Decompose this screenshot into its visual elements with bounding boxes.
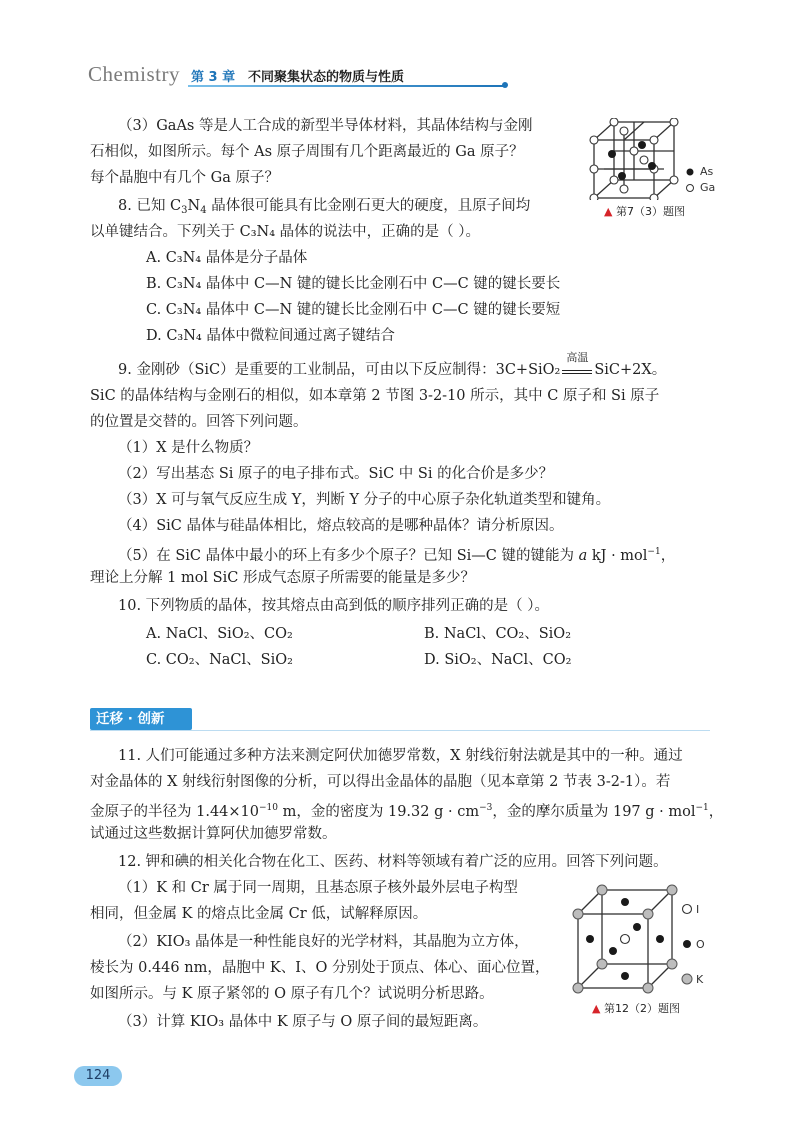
figure-caption-12: ▲ 第12（2）题图	[592, 1002, 680, 1015]
q8-stem-line-2: 以单键结合。下列关于 C₃N₄ 晶体的说法中，正确的是（ ）。	[90, 224, 480, 240]
legend-o: O	[696, 938, 705, 951]
q11-line-2: 对金晶体的 X 射线衍射图像的分析，可以得出金晶体的晶胞（见本章第 2 节表 3-2-1）。若	[90, 774, 671, 790]
section-underline	[90, 730, 710, 731]
q8-option-c: C. C₃N₄ 晶体中 C—N 键的键长比金刚石中 C—C 键的键长要短	[146, 302, 561, 318]
q12-part-1-cont: 相同，但金属 K 的熔点比金属 Cr 低，试解释原因。	[90, 906, 428, 922]
brand-title: Chemistry	[88, 62, 180, 86]
q12-part-2-cont-2: 如图所示。与 K 原子紧邻的 O 原子有几个？试说明分析思路。	[90, 986, 494, 1002]
figure-kio3-crystal-cell	[572, 884, 678, 996]
legend-k: K	[696, 973, 704, 986]
q9-part-1: （1）X 是什么物质？	[118, 440, 259, 456]
q10-option-c: C. CO₂、NaCl、SiO₂	[146, 652, 293, 668]
q9-part-2: （2）写出基态 Si 原子的电子排布式。SiC 中 Si 的化合价是多少？	[118, 466, 554, 482]
q9-part-4: （4）SiC 晶体与硅晶体相比，熔点较高的是哪种晶体？请分析原因。	[118, 518, 564, 534]
page-number: 124	[74, 1066, 122, 1086]
q12-stem: 12. 钾和碘的相关化合物在化工、医药、材料等领域有着广泛的应用。回答下列问题。	[118, 854, 668, 870]
q7-line-1: （3）GaAs 等是人工合成的新型半导体材料，其晶体结构与金刚	[118, 118, 533, 134]
legend-as: As	[700, 165, 714, 178]
q8-option-b: B. C₃N₄ 晶体中 C—N 键的键长比金刚石中 C—C 键的键长要长	[146, 276, 561, 292]
q9-part-3: （3）X 可与氧气反应生成 Y，判断 Y 分子的中心原子杂化轨道类型和键角。	[118, 492, 611, 508]
q11-line-3: 金原子的半径为 $1.44\times 10^{-10}$ m，金的密度为 19.32 $g \cdot cm^{-3}$，金的摩尔质量为 197 g · mol$^{-1}$，	[90, 803, 724, 820]
q10-stem: 10. 下列物质的晶体，按其熔点由高到低的顺序排列正确的是（ ）。	[118, 598, 550, 614]
q12-part-2: （2）KIO₃ 晶体是一种性能良好的光学材料，其晶胞为立方体，	[118, 934, 529, 950]
section-title-migration-innovation: 迁移 · 创新	[90, 708, 192, 730]
q12-part-3: （3）计算 KIO₃ 晶体中 K 原子与 O 原子间的最短距离。	[118, 1014, 488, 1030]
q8-option-a: A. C₃N₄ 晶体是分子晶体	[146, 250, 308, 266]
q9-stem-line-3: 的位置是交替的。回答下列问题。	[90, 414, 308, 430]
caption-triangle-icon: ▲	[604, 205, 613, 218]
reaction-condition: 高温	[566, 351, 589, 364]
q12-part-2-cont-1: 棱长为 0.446 nm，晶胞中 K、I、O 分别处于顶点、体心、面心位置，	[90, 960, 550, 976]
figure-caption-7: ▲ 第7（3）题图	[604, 205, 685, 218]
q10-option-d: D. SiO₂、NaCl、CO₂	[424, 652, 572, 668]
chapter-title: 不同聚集状态的物质与性质	[248, 70, 405, 85]
header-dot	[502, 82, 508, 88]
q8-stem-line-1: 8. 已知 $C_3N_4$ 晶体很可能具有比金刚石更大的硬度，且原子间均	[118, 198, 531, 216]
q8-option-d: D. C₃N₄ 晶体中微粒间通过离子键结合	[146, 328, 395, 344]
q7-line-3: 每个晶胞中有几个 Ga 原子？	[90, 170, 279, 186]
caption-triangle-icon: ▲	[592, 1002, 601, 1015]
q10-option-a: A. NaCl、SiO₂、CO₂	[146, 626, 293, 642]
q9-stem-line-2: SiC 的晶体结构与金刚石的相似，如本章第 2 节图 3-2-10 所示，其中 C 原子和 Si 原子	[90, 388, 660, 404]
chapter-number: 第 3 章	[191, 70, 236, 85]
q9-stem-line-1: 9. 金刚砂（SiC）是重要的工业制品，可由以下反应制得：3C+SiO₂ 高温 SiC+2X。	[118, 360, 666, 380]
header-rule	[188, 85, 504, 87]
q9-part-5-cont: 理论上分解 1 mol SiC 形成气态原子所需要的能量是多少？	[90, 570, 475, 586]
legend-ga: Ga	[700, 181, 716, 194]
q11-line-1: 11. 人们可能通过多种方法来测定阿伏加德罗常数，X 射线衍射法就是其中的一种。通过	[118, 748, 683, 764]
running-header	[88, 62, 428, 92]
q7-line-2: 石相似，如图所示。每个 As 原子周围有几个距离最近的 Ga 原子？	[90, 144, 524, 160]
q9-part-5: （5）在 SiC 晶体中最小的环上有多少个原子？已知 Si—C 键的键能为 a kJ · mol$^{-1}$，	[118, 547, 676, 564]
q11-line-4: 试通过这些数据计算阿伏加德罗常数。	[90, 826, 337, 842]
legend-i: I	[696, 903, 700, 916]
legend-markers-12	[680, 902, 694, 986]
q10-option-b: B. NaCl、CO₂、SiO₂	[424, 626, 572, 642]
q12-part-1: （1）K 和 Cr 属于同一周期，且基态原子核外最外层电子构型	[118, 880, 518, 896]
